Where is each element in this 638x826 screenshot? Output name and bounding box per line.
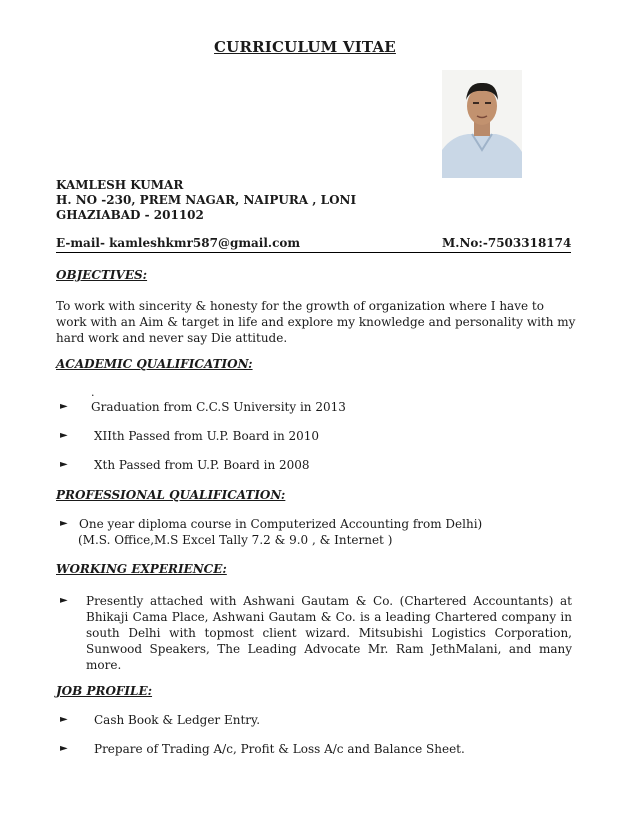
bullet-arrow-icon: ► xyxy=(60,401,68,412)
working-text: Presently attached with Ashwani Gautam & Co. (Chartered Accountants) at Bhikaji Cama Place, Ashwani Gautam & Co. is a leading Chartered company in south Delhi with topmost client wizard. Mitsubishi Logistics Corporation, Sunwood Speakers, The Leading Advocate Mr. Ram JethMalani, and many more. xyxy=(86,594,572,672)
address-line-2: GHAZIABAD - 201102 xyxy=(56,208,204,222)
professional-heading: PROFESSIONAL QUALIFICATION: xyxy=(56,488,286,502)
contact-row xyxy=(56,236,571,253)
objectives-text: To work with sincerity & honesty for the growth of organization where I have to work with an Aim & target in life and explore my knowledge and personality with my hard work and never say Die attitude. xyxy=(56,299,576,345)
bullet-arrow-icon: ► xyxy=(60,459,68,470)
working-heading: WORKING EXPERIENCE: xyxy=(56,562,227,576)
job-item-text: Prepare of Trading A/c, Profit & Loss A/c and Balance Sheet. xyxy=(94,742,465,756)
academic-item-text: XIIth Passed from U.P. Board in 2010 xyxy=(94,429,320,443)
job-item-text: Cash Book & Ledger Entry. xyxy=(94,713,261,727)
mobile-number: M.No:-7503318174 xyxy=(442,236,572,250)
bullet-arrow-icon: ► xyxy=(60,743,68,754)
academic-item-text: Xth Passed from U.P. Board in 2008 xyxy=(94,458,310,472)
address-line-1: H. NO -230, PREM NAGAR, NAIPURA , LONI xyxy=(56,193,357,207)
candidate-name: KAMLESH KUMAR xyxy=(56,178,184,192)
professional-line-2: (M.S. Office,M.S Excel Tally 7.2 & 9.0 , & Internet ) xyxy=(78,533,393,547)
page-title: CURRICULUM VITAE xyxy=(214,38,396,56)
academic-item-text: Graduation from C.C.S University in 2013 xyxy=(91,400,346,414)
bullet-arrow-icon: ► xyxy=(60,595,68,606)
bullet-arrow-icon: ► xyxy=(60,518,68,529)
professional-line-1: One year diploma course in Computerized Accounting from Delhi) xyxy=(79,517,483,531)
objectives-heading: OBJECTIVES: xyxy=(56,268,148,282)
bullet-arrow-icon: ► xyxy=(60,430,68,441)
email-text: E-mail- kamleshkmr587@gmail.com xyxy=(56,236,301,250)
stray-dot: . xyxy=(91,386,95,399)
bullet-arrow-icon: ► xyxy=(60,714,68,725)
profile-photo xyxy=(442,70,522,178)
job-heading: JOB PROFILE: xyxy=(56,684,153,698)
academic-heading: ACADEMIC QUALIFICATION: xyxy=(56,357,253,371)
